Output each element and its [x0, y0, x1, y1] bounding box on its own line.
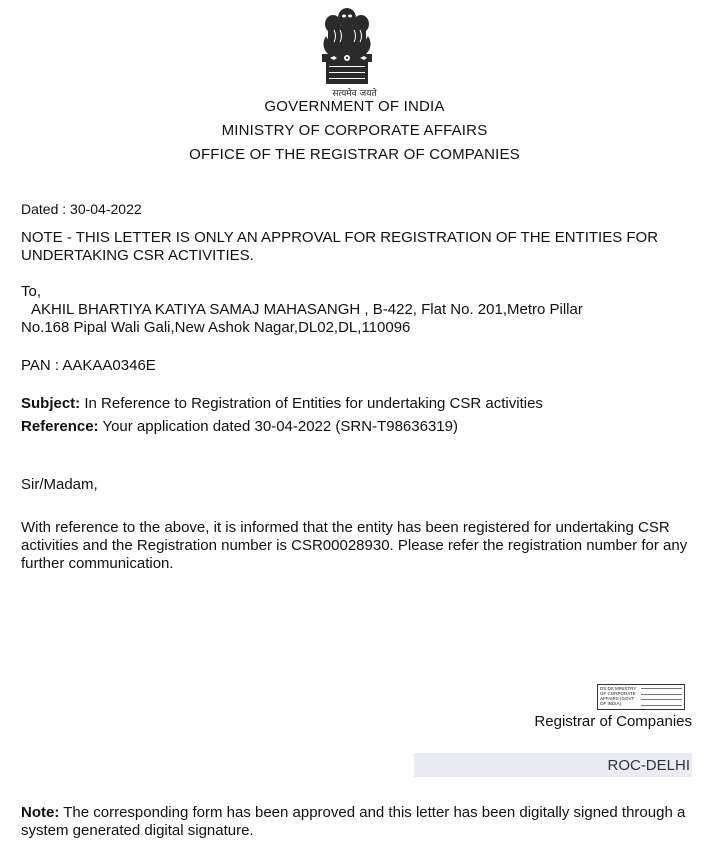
subject-text: In Reference to Registration of Entities for undertaking CSR activities	[80, 395, 543, 412]
signature-stamp-text: DS DS MINISTRY OF CORPORATE AFFAIRS (GOVT OF INDIA)	[600, 686, 637, 706]
reference-text: Your application dated 30-04-2022 (SRN-T98636319)	[98, 418, 458, 435]
digital-signature-stamp	[597, 684, 685, 710]
address-line-2: No.168 Pipal Wali Gali,New Ashok Nagar,DL02,DL,110096	[21, 319, 411, 336]
pan-number: PAN : AAKAA0346E	[21, 357, 156, 374]
salutation: Sir/Madam,	[21, 476, 98, 493]
subject-line	[21, 395, 543, 413]
reference-line	[21, 418, 458, 436]
address-line-1: AKHIL BHARTIYA KATIYA SAMAJ MAHASANGH , B-422, Flat No. 201,Metro Pillar	[31, 301, 583, 318]
header-government: GOVERNMENT OF INDIA	[264, 98, 445, 115]
reference-label: Reference:	[21, 418, 99, 435]
subject-label: Subject:	[21, 395, 81, 412]
signature-detail-lines	[641, 686, 682, 708]
header-office: OFFICE OF THE REGISTRAR OF COMPANIES	[189, 146, 520, 163]
recipient-address	[21, 301, 681, 337]
footnote-text: The corresponding form has been approved and this letter has been digitally signed through a system generated digital signature.	[21, 804, 686, 839]
approval-note: NOTE - THIS LETTER IS ONLY AN APPROVAL FOR REGISTRATION OF THE ENTITIES FOR UNDERTAKING CSR ACTIVITIES.	[21, 229, 659, 264]
to-label: To,	[21, 283, 42, 300]
emblem-motto: सत्यमेव जयते	[332, 89, 377, 99]
footnote-label: Note:	[21, 804, 60, 821]
office-name: ROC-DELHI	[607, 757, 690, 774]
signatory-title: Registrar of Companies	[534, 713, 692, 730]
footnote	[21, 804, 691, 840]
header-ministry: MINISTRY OF CORPORATE AFFAIRS	[221, 122, 488, 139]
letter-date: Dated : 30-04-2022	[21, 201, 142, 217]
national-emblem-icon	[316, 6, 378, 90]
body-paragraph: With reference to the above, it is informed that the entity has been registered for undertaking CSR activities and the Registration number is CSR00028930. Please refer the registration number for any further communication.	[21, 519, 688, 572]
